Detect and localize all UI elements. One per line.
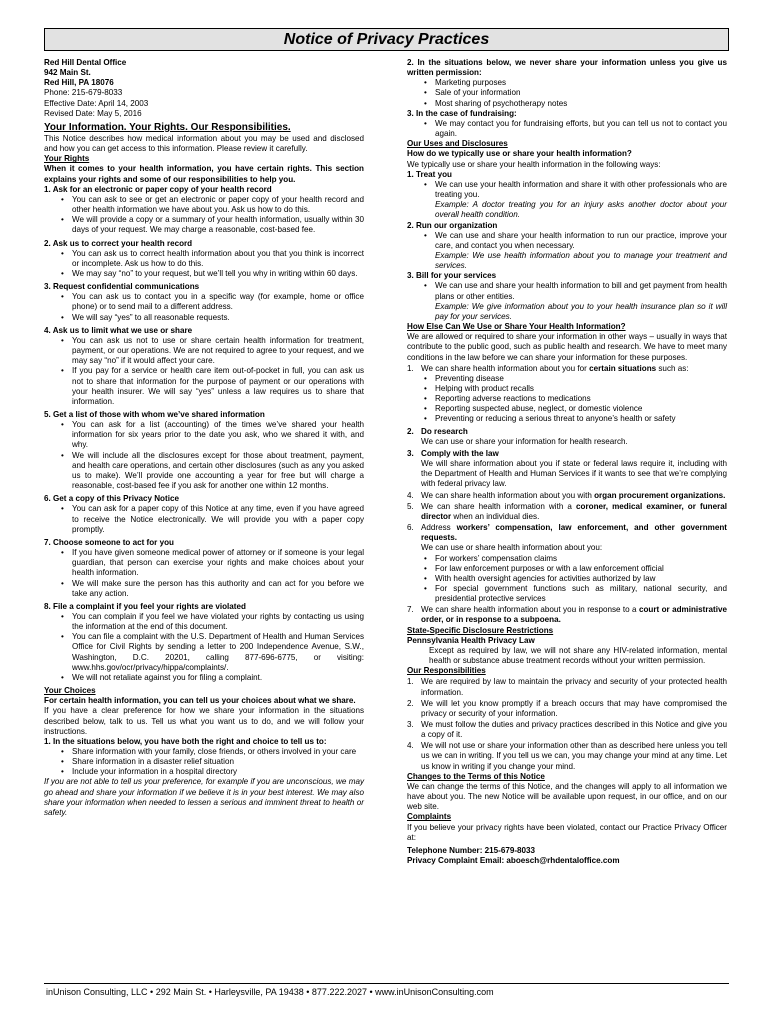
choice-3-title: 3. In the case of fundraising: [407,108,517,118]
right-7-list [44,548,364,599]
left-column [44,58,364,818]
use-2-list [407,231,727,251]
use-2-title: 2. Run our organization [407,220,498,230]
right-5-list [44,420,364,491]
list-item: • Include your information in a hospital directory [72,767,364,777]
choices-text: If you have a clear preference for how we share your information in the situations described below, talk to us. Tell us what you want us to do, and we will follow your instructions. [44,706,364,736]
list-item: • Helping with product recalls [435,384,727,394]
practice-name: Red Hill Dental Office [44,58,127,67]
right-4-title: 4. Ask us to limit what we use or share [44,325,193,335]
choice-1-note: If you are not able to tell us your preference, for example if you are unconscious, we may go ahead and share your information if we believe it is in your best interest. We may also share your information when needed to lessen a serious and imminent threat to health or safety. [44,777,364,817]
list-item: • You can ask to see or get an electronic or paper copy of your health record and other health information we have about you. Ask us how to do this. [72,195,364,215]
list-item: • Share information with your family, close friends, or others involved in your care [72,747,364,757]
list-item: • We will provide a copy or a summary of your health information, usually within 30 days of your request. We may charge a reasonable, cost-based fee. [72,215,364,235]
use-1-title: 1. Treat you [407,169,452,179]
right-6-title: 6. Get a copy of this Privacy Notice [44,494,179,504]
list-item: • If you pay for a service or health care item out-of-pocket in full, you can ask us not to share that information for the purpose of payment or our operations with your health insurer. We will say “yes” unless a law requires us to share that information. [72,366,364,407]
right-7-title: 7. Choose someone to act for you [44,537,174,547]
list-item: • You can ask us not to use or share certain health information for treatment, payment, or our operations. We are not required to agree to your request, and we may say “no” if it would affect your care. [72,336,364,366]
changes-text: We can change the terms of this Notice, and the changes will apply to all information we have about you. The new Notice will be available upon request, in our office, and on our web site. [407,781,727,812]
list-item: • Preventing or reducing a serious threat to anyone’s health or safety [435,414,727,424]
else-2-text: We can use or share your information for health research. [421,436,628,446]
uses-heading: Our Uses and Disclosures [407,139,508,149]
right-column [407,58,727,866]
responsibility-4: 4. We will not use or share your information other than as described here unless you tell us we can in writing. If you tell us we can, you may change your mind at any time. Let us know in writing if you change your mind. [407,741,727,771]
list-item: • We can use and share your health information to bill and get payment from health plans or other entities. [435,281,727,301]
else-item-1: 1. We can share health information about you for certain situations such as: [407,363,689,373]
page-footer: inUnison Consulting, LLC • 292 Main St. • Harleysville, PA 19438 • 877.222.2027 • www.inUnisonConsulting.com [44,983,729,1000]
use-3-title: 3. Bill for your services [407,271,497,281]
right-1-title: 1. Ask for an electronic or paper copy of your health record [44,184,272,194]
complaints-text: If you believe your privacy rights have been violated, contact our Practice Privacy Officer at: [407,822,727,842]
list-item: • For special government functions such as military, national security, and presidential protective services [435,584,727,604]
else-3-text: We will share information about you if state or federal laws require it, including with the Department of Health and Human Services if it wants to see that we’re complying with federal privacy law. [421,459,727,489]
practice-address-2: Red Hill, PA 18076 [44,78,114,88]
uses-text: We typically use or share your health information in the following ways: [407,159,661,169]
right-8-title: 8. File a complaint if you feel your rights are violated [44,601,246,611]
choice-3-list [407,119,727,139]
right-2-title: 2. Ask us to correct your health record [44,238,193,248]
list-item: • Marketing purposes [435,78,727,88]
right-3-list [44,292,364,322]
right-5-title: 5. Get a list of those with whom we’ve shared information [44,410,265,419]
state-subheading: Pennsylvania Health Privacy Law [407,635,535,645]
practice-phone: Phone: 215-679-8033 [44,88,123,98]
right-3-title: 3. Request confidential communications [44,282,200,292]
right-6-list [44,504,364,534]
choice-1-title: 1. In the situations below, you have both the right and choice to tell us to: [44,736,327,746]
list-item: • With health oversight agencies for activities authorized by law [435,574,727,584]
else-1-list [407,374,727,425]
list-item: • We may contact you for fundraising efforts, but you can tell us not to contact you again. [435,119,727,139]
list-item: • We can use and share your health information to run our practice, improve your care, and contact you when necessary. [435,231,727,251]
choice-2-list [407,78,727,108]
else-item-6: 6. Address workers’ compensation, law enforcement, and other government requests. [407,523,727,543]
list-item: • You can ask for a paper copy of this Notice at any time, even if you have agreed to receive the Notice electronically. We will provide you with a paper copy promptly. [72,504,364,534]
complaints-heading: Complaints [407,812,452,822]
list-item: • You can file a complaint with the U.S. Department of Health and Human Services Office for Civil Rights by sending a letter to 200 Independence Avenue, S.W., Washington, D.C. 20201, calling 877-696-6775, or visiting: www.hhs.gov/ocr/privacy/hippa/complaints/. [72,632,364,673]
use-3-example: Example: We give information about you to your health insurance plan so it will pay for your services. [435,301,727,321]
else-item-4: 4. We can share health information about you with organ procurement organizations. [407,490,726,500]
else-item-5: 5. We can share health information with a coroner, medical examiner, or funeral director when an individual dies. [407,501,727,521]
right-1-list [44,195,364,236]
list-item: • We will not retaliate against you for filing a complaint. [72,673,364,683]
revised-date: Revised Date: May 5, 2016 [44,108,142,118]
list-item: • For law enforcement purposes or with a law enforcement official [435,564,727,574]
else-6-text: We can use or share health information about you: [421,543,603,553]
list-item: • Most sharing of psychotherapy notes [435,99,727,109]
responsibility-1: 1. We are required by law to maintain the privacy and security of your protected health information. [407,677,727,697]
state-text: Except as required by law, we will not share any HIV-related information, mental health or substance abuse treatment records without your written permission. [429,645,727,666]
else-text: We are allowed or required to share your information in other ways – usually in ways that contribute to the public good, such as public health and research. We have to meet many conditions in the law before we can share your information for these purposes. [407,332,727,362]
list-item: • You can ask us to correct health information about you that you think is incorrect or incomplete. Ask us how to do this. [72,249,364,269]
list-item: • Sale of your information [435,88,727,98]
rights-lead: When it comes to your health information, you have certain rights. This section explains your rights and some of our responsibilities to help you. [44,164,364,184]
else-heading: How Else Can We Use or Share Your Health Information? [407,322,626,332]
else-item-7: 7. We can share health information about you in response to a court or administrative order, or in response to a subpoena. [407,605,727,625]
right-8-list [44,612,364,683]
intro-text: This Notice describes how medical information about you may be used and disclosed and how you can get access to this information. Please review it carefully. [44,133,364,154]
complaint-email: Privacy Complaint Email: aboesch@rhdentaloffice.com [407,856,620,866]
changes-heading: Changes to the Terms of this Notice [407,771,545,781]
list-item: • You can ask us to contact you in a specific way (for example, home or office phone) or to send mail to a different address. [72,292,364,312]
list-item: • Reporting suspected abuse, neglect, or domestic violence [435,404,727,414]
list-item: • For workers’ compensation claims [435,554,727,564]
list-item: • Preventing disease [435,374,727,384]
list-item: • We can use your health information and share it with other professionals who are treating you. [435,180,727,200]
practice-address-1: 942 Main St. [44,68,91,78]
list-item: • We may say “no” to your request, but we’ll tell you why in writing within 60 days. [72,269,364,279]
use-1-list [407,180,727,200]
state-heading: State-Specific Disclosure Restrictions [407,625,554,635]
use-1-example: Example: A doctor treating you for an injury asks another doctor about your overall health condition. [435,200,727,220]
use-2-example: Example: We use health information about you to manage your treatment and services. [435,250,727,271]
else-item-3: 3. Comply with the law [407,448,499,458]
right-4-list [44,336,364,407]
choice-2-title: 2. In the situations below, we never share your information unless you give us written permission: [407,58,727,78]
responsibility-3: 3. We must follow the duties and privacy practices described in this Notice and give you a copy of it. [407,720,727,740]
rights-heading: Your Rights [44,154,90,164]
list-item: • We will say “yes” to all reasonable requests. [72,313,364,323]
complaint-phone: Telephone Number: 215-679-8033 [407,845,536,855]
choices-heading: Your Choices [44,686,96,696]
list-item: • We will include all the disclosures except for those about treatment, payment, and health care operations, and certain other disclosures (such as any you asked us to make). We’ll provide one accounting a year for free but will charge a reasonable, cost-based fee if you ask for another one within 12 months. [72,451,364,492]
uses-question: How do we typically use or share your health information? [407,149,632,159]
list-item: • You can ask for a list (accounting) of the times we’ve shared your health information for six years prior to the date you ask, who we shared it with, and why. [72,420,364,450]
page-title: Notice of Privacy Practices [44,28,729,51]
use-3-list [407,281,727,301]
else-6-list [407,554,727,605]
list-item: • Reporting adverse reactions to medications [435,394,727,404]
main-heading: Your Information. Your Rights. Our Responsibilities. [44,121,291,133]
choice-1-list [44,747,364,777]
responsibility-2: 2. We will let you know promptly if a breach occurs that may have compromised the privacy or security of your information. [407,698,727,718]
list-item: • We will make sure the person has this authority and can act for you before we take any action. [72,579,364,599]
right-2-list [44,249,364,279]
effective-date: Effective Date: April 14, 2003 [44,98,149,108]
else-item-2: 2. Do research [407,426,468,436]
list-item: • You can complain if you feel we have violated your rights by contacting us using the information at the end of this document. [72,612,364,632]
list-item: • If you have given someone medical power of attorney or if someone is your legal guardian, that person can exercise your rights and make choices about your health information. [72,548,364,578]
responsibilities-heading: Our Responsibilities [407,666,486,676]
choices-lead: For certain health information, you can tell us your choices about what we share. [44,696,356,706]
list-item: • Share information in a disaster relief situation [72,757,364,767]
